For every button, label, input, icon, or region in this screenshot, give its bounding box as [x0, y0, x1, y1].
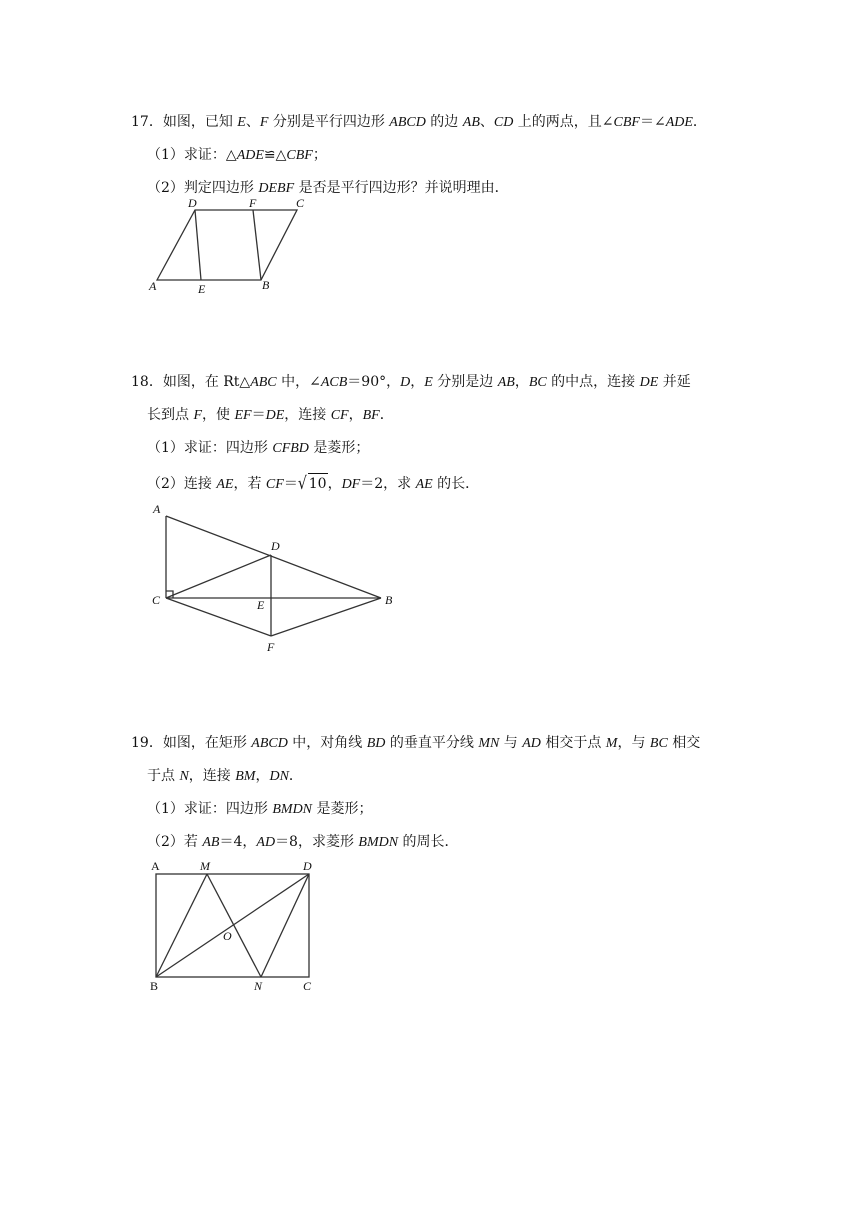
- parallelogram-abcd: [157, 210, 297, 280]
- segment-bd: [156, 874, 309, 977]
- text: 是菱形；: [312, 801, 373, 817]
- text: E: [237, 115, 246, 130]
- text: ADE: [665, 115, 693, 130]
- label-o: O: [223, 929, 232, 943]
- text: ＝2，求: [360, 476, 416, 492]
- q19-stem-line1: [131, 733, 700, 754]
- text: AE: [415, 477, 433, 492]
- text: AE: [216, 477, 234, 492]
- text: 的长．: [432, 476, 480, 492]
- text: BMDN: [358, 835, 399, 850]
- text: F: [259, 115, 269, 130]
- text: ．: [379, 407, 394, 423]
- q19-part1: [147, 799, 372, 820]
- text: CBF: [613, 115, 640, 130]
- segment-mn: [207, 874, 261, 977]
- text: 相交于点: [540, 735, 606, 751]
- text: ＝4，: [219, 834, 257, 850]
- text: BC: [528, 375, 547, 390]
- text: （2）连接: [147, 476, 217, 492]
- text: 分别是边: [432, 374, 498, 390]
- text: 19．如图，在矩形: [131, 735, 252, 751]
- text: 中，∠: [276, 374, 321, 390]
- text: 18．如图，在 Rt△: [131, 374, 251, 390]
- label-f: F: [267, 640, 275, 654]
- label-b: B: [385, 593, 393, 607]
- q19-figure: [146, 856, 326, 996]
- text: CD: [493, 115, 514, 130]
- text: BD: [366, 736, 386, 751]
- text: ABCD: [389, 115, 426, 130]
- text: N: [179, 769, 189, 784]
- text: ，: [327, 476, 342, 492]
- text: CBF: [286, 148, 313, 163]
- text: ，使: [202, 407, 235, 423]
- text: BM: [235, 769, 256, 784]
- sqrt-symbol: √: [297, 474, 307, 494]
- text: ＝: [283, 476, 298, 492]
- text: AB: [462, 115, 480, 130]
- text: AD: [522, 736, 541, 751]
- q18-part2: [147, 473, 479, 495]
- text: AD: [256, 835, 276, 850]
- text: DE: [639, 375, 659, 390]
- label-c: C: [303, 979, 312, 993]
- text: 是否是平行四边形？并说明理由．: [294, 180, 509, 196]
- text: CF: [330, 408, 349, 423]
- text: ADE: [236, 148, 264, 163]
- q19-stem-line2: [147, 766, 303, 787]
- text: 相交: [667, 735, 701, 751]
- segment-bm: [156, 874, 207, 977]
- text: ，: [410, 374, 425, 390]
- text: 与: [499, 735, 523, 751]
- text: ，若: [233, 476, 266, 492]
- text: ＝90°，: [347, 374, 401, 390]
- text: 17．如图，已知: [131, 114, 238, 130]
- text: DEBF: [258, 181, 295, 196]
- text: 是菱形；: [308, 440, 370, 456]
- text: AB: [202, 835, 220, 850]
- q17-part1: [147, 145, 327, 166]
- label-e: E: [198, 282, 206, 296]
- text: ，: [514, 374, 529, 390]
- segment-ab: [166, 516, 381, 598]
- label-a: A: [151, 859, 160, 873]
- label-c: C: [296, 196, 305, 210]
- text: 、: [479, 114, 494, 130]
- text: ，与: [617, 735, 650, 751]
- label-d: D: [188, 196, 197, 210]
- text: EF: [234, 408, 252, 423]
- segment-de: [195, 210, 201, 280]
- label-f: F: [249, 196, 257, 210]
- q19-part2: [147, 832, 459, 853]
- text: M: [605, 736, 618, 751]
- text: AB: [497, 375, 515, 390]
- text: ，连接: [188, 768, 236, 784]
- sqrt-radicand: 10: [308, 473, 328, 494]
- text: （1）求证：△: [147, 147, 237, 163]
- text: ；: [312, 147, 327, 163]
- label-e: E: [257, 598, 265, 612]
- text: D: [400, 375, 411, 390]
- text: ．: [288, 768, 303, 784]
- text: 于点: [147, 768, 180, 784]
- label-a: A: [153, 502, 161, 516]
- segment-fb: [271, 598, 381, 636]
- q18-figure: [148, 498, 408, 658]
- text: BC: [649, 736, 668, 751]
- q18-stem-line1: [131, 372, 691, 393]
- text: 中，对角线: [287, 735, 367, 751]
- text: 上的两点，且∠: [513, 114, 614, 130]
- text: ＝8，求菱形: [275, 834, 359, 850]
- text: 分别是平行四边形: [268, 114, 390, 130]
- segment-cf: [166, 598, 271, 636]
- label-a: A: [149, 279, 157, 293]
- text: DN: [269, 769, 289, 784]
- text: ，: [255, 768, 270, 784]
- text: 的周长．: [398, 834, 459, 850]
- q18-stem-line2: [147, 405, 394, 426]
- label-b: B: [150, 979, 159, 993]
- text: ≌△: [263, 147, 287, 163]
- segment-fb: [253, 210, 261, 280]
- text: ABC: [250, 375, 277, 390]
- label-n: N: [254, 979, 263, 993]
- text: ＝∠: [639, 114, 666, 130]
- text: ABCD: [251, 736, 288, 751]
- text: 的垂直平分线: [385, 735, 479, 751]
- q17-part2: [147, 178, 509, 199]
- text: 并延: [658, 374, 691, 390]
- segment-cd: [166, 555, 271, 598]
- q17-stem: [131, 112, 707, 133]
- text: CF: [265, 477, 284, 492]
- text: BF: [362, 408, 380, 423]
- text: E: [424, 375, 433, 390]
- text: ．: [692, 114, 707, 130]
- text: MN: [478, 736, 500, 751]
- text: DE: [265, 408, 285, 423]
- text: 长到点: [147, 407, 194, 423]
- text: ＝: [251, 407, 266, 423]
- text: ，连接: [284, 407, 331, 423]
- text: DF: [341, 477, 361, 492]
- label-d: D: [271, 539, 280, 553]
- text: F: [193, 408, 203, 423]
- text: （2）若: [147, 834, 203, 850]
- text: ACB: [320, 375, 348, 390]
- q18-part1: [147, 438, 369, 459]
- text: （1）求证：四边形: [147, 801, 273, 817]
- text: 的边: [425, 114, 463, 130]
- text: （1）求证：四边形: [147, 440, 273, 456]
- label-m: M: [200, 859, 210, 873]
- text: 的中点，连接: [546, 374, 640, 390]
- label-d: D: [303, 859, 312, 873]
- text: BMDN: [272, 802, 313, 817]
- text: （2）判定四边形: [147, 180, 259, 196]
- text: ，: [348, 407, 363, 423]
- label-c: C: [152, 593, 161, 607]
- label-b: B: [262, 278, 270, 292]
- sqrt-expression: [298, 473, 328, 494]
- text: 、: [245, 114, 260, 130]
- q17-figure: [140, 198, 320, 298]
- text: CFBD: [272, 441, 309, 456]
